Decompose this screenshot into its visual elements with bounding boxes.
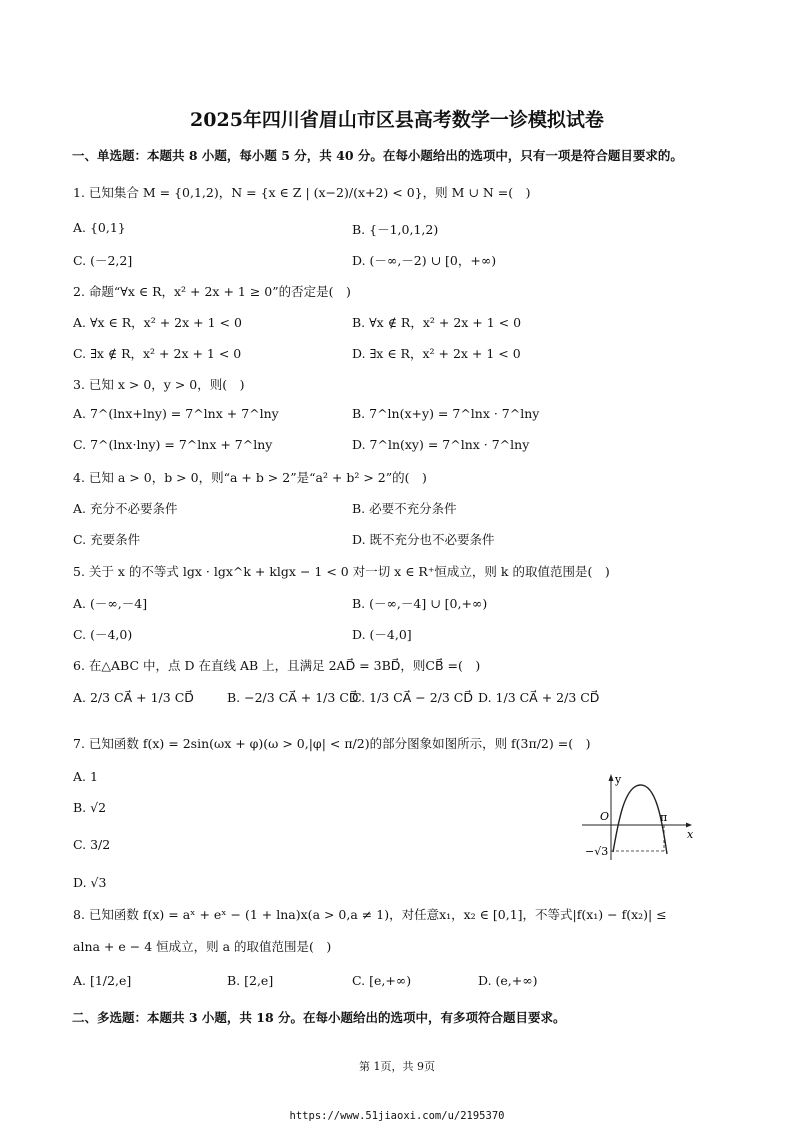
page-title: 2025年四川省眉山市区县高考数学一诊模拟试卷 (190, 109, 604, 131)
question-5-option-c: C. (－4,0) (73, 627, 133, 642)
question-3-stem: 3. 已知 x > 0，y > 0，则( ) (73, 377, 245, 392)
section-heading-single-choice: 一、单选题：本题共 8 小题，每小题 5 分，共 40 分。在每小题给出的选项中，只有一项是符合题目要求的。 (72, 148, 683, 163)
question-7-option-a: A. 1 (73, 769, 98, 784)
sine-curve (613, 785, 667, 854)
question-7-option-b: B. √2 (73, 800, 107, 815)
question-1-option-b: B. {－1,0,1,2) (352, 222, 439, 237)
sine-graph-figure (580, 772, 695, 862)
question-8-stem-line-1: 8. 已知函数 f(x) = aˣ + eˣ − (1 + lna)x(a > 0,a ≠ 1)，对任意x₁，x₂ ∈ [0,1]，不等式|f(x₁) − f(x₂)| ≤ (73, 907, 667, 922)
question-6-stem: 6. 在△ABC 中，点 D 在直线 AB 上，且满足 2AD⃗ = 3BD⃗，则CB⃗ =( ) (73, 658, 481, 673)
question-2-option-b: B. ∀x ∉ R，x² + 2x + 1 < 0 (352, 315, 522, 330)
section-heading-multi-choice: 二、多选题：本题共 3 小题，共 18 分。在每小题给出的选项中，有多项符合题目要求。 (72, 1010, 566, 1025)
question-4-stem: 4. 已知 a > 0，b > 0，则“a + b > 2”是“a² + b² > 2”的( ) (73, 470, 427, 485)
question-8-option-c: C. [e,+∞) (352, 973, 412, 988)
question-4-option-b: B. 必要不充分条件 (352, 501, 457, 516)
question-2-option-a: A. ∀x ∈ R，x² + 2x + 1 < 0 (73, 315, 242, 330)
question-6-option-c: C. 1/3 CA⃗ − 2/3 CD⃗ (352, 690, 473, 705)
y-axis-label: y (615, 773, 622, 786)
question-3-option-b: B. 7^ln(x+y) = 7^lnx · 7^lny (352, 406, 540, 421)
question-1-option-a: A. {0,1} (73, 220, 126, 235)
question-4-option-d: D. 既不充分也不必要条件 (352, 532, 495, 547)
min-value-label: −√3 (585, 845, 609, 858)
question-8-option-d: D. (e,+∞) (478, 973, 538, 988)
question-8-option-a: A. [1/2,e] (73, 973, 132, 988)
question-7-stem: 7. 已知函数 f(x) = 2sin(ωx + φ)(ω > 0,|φ| < π/2)的部分图象如图所示，则 f(3π/2) =( ) (73, 736, 591, 751)
question-5-option-a: A. (－∞,－4] (73, 596, 148, 611)
question-8-stem-line-2: alna + e − 4 恒成立，则 a 的取值范围是( ) (73, 939, 332, 954)
question-2-stem: 2. 命题“∀x ∈ R，x² + 2x + 1 ≥ 0”的否定是( ) (73, 284, 351, 299)
question-7-option-c: C. 3/2 (73, 837, 111, 852)
question-5-stem: 5. 关于 x 的不等式 lgx · lgx^k + klgx − 1 < 0 对一切 x ∈ R⁺恒成立，则 k 的取值范围是( ) (73, 564, 610, 579)
question-7-option-d: D. √3 (73, 875, 107, 890)
question-8-option-b: B. [2,e] (227, 973, 274, 988)
question-1-stem: 1. 已知集合 M = {0,1,2)，N = {x ∈ Z | (x−2)/(x+2) < 0}，则 M ∪ N =( ) (73, 185, 531, 200)
question-4-option-c: C. 充要条件 (73, 532, 141, 547)
question-6-option-a: A. 2/3 CA⃗ + 1/3 CD⃗ (73, 690, 194, 705)
question-3-option-a: A. 7^(lnx+lny) = 7^lnx + 7^lny (73, 406, 279, 421)
question-2-option-d: D. ∃x ∈ R，x² + 2x + 1 < 0 (352, 346, 521, 361)
question-5-option-b: B. (－∞,－4] ∪ [0,+∞) (352, 596, 488, 611)
pi-label: π (660, 811, 668, 824)
question-4-option-a: A. 充分不必要条件 (73, 501, 178, 516)
x-axis-label: x (687, 828, 694, 841)
question-1-option-c: C. (－2,2] (73, 253, 133, 268)
page-number-footer: 第 1页，共 9页 (359, 1060, 435, 1073)
question-2-option-c: C. ∃x ∉ R，x² + 2x + 1 < 0 (73, 346, 242, 361)
question-6-option-d: D. 1/3 CA⃗ + 2/3 CD⃗ (478, 690, 600, 705)
origin-label: O (600, 810, 610, 823)
x-axis-arrow-icon (686, 823, 692, 828)
y-axis-arrow-icon (609, 774, 614, 781)
question-3-option-d: D. 7^ln(xy) = 7^lnx · 7^lny (352, 437, 530, 452)
question-5-option-d: D. (－4,0] (352, 627, 412, 642)
question-3-option-c: C. 7^(lnx·lny) = 7^lnx + 7^lny (73, 437, 273, 452)
question-6-option-b: B. −2/3 CA⃗ + 1/3 CD⃗ (227, 690, 359, 705)
source-url[interactable]: https://www.51jiaoxi.com/u/2195370 (289, 1110, 505, 1122)
question-1-option-d: D. (－∞,－2) ∪ [0，+∞) (352, 253, 497, 268)
